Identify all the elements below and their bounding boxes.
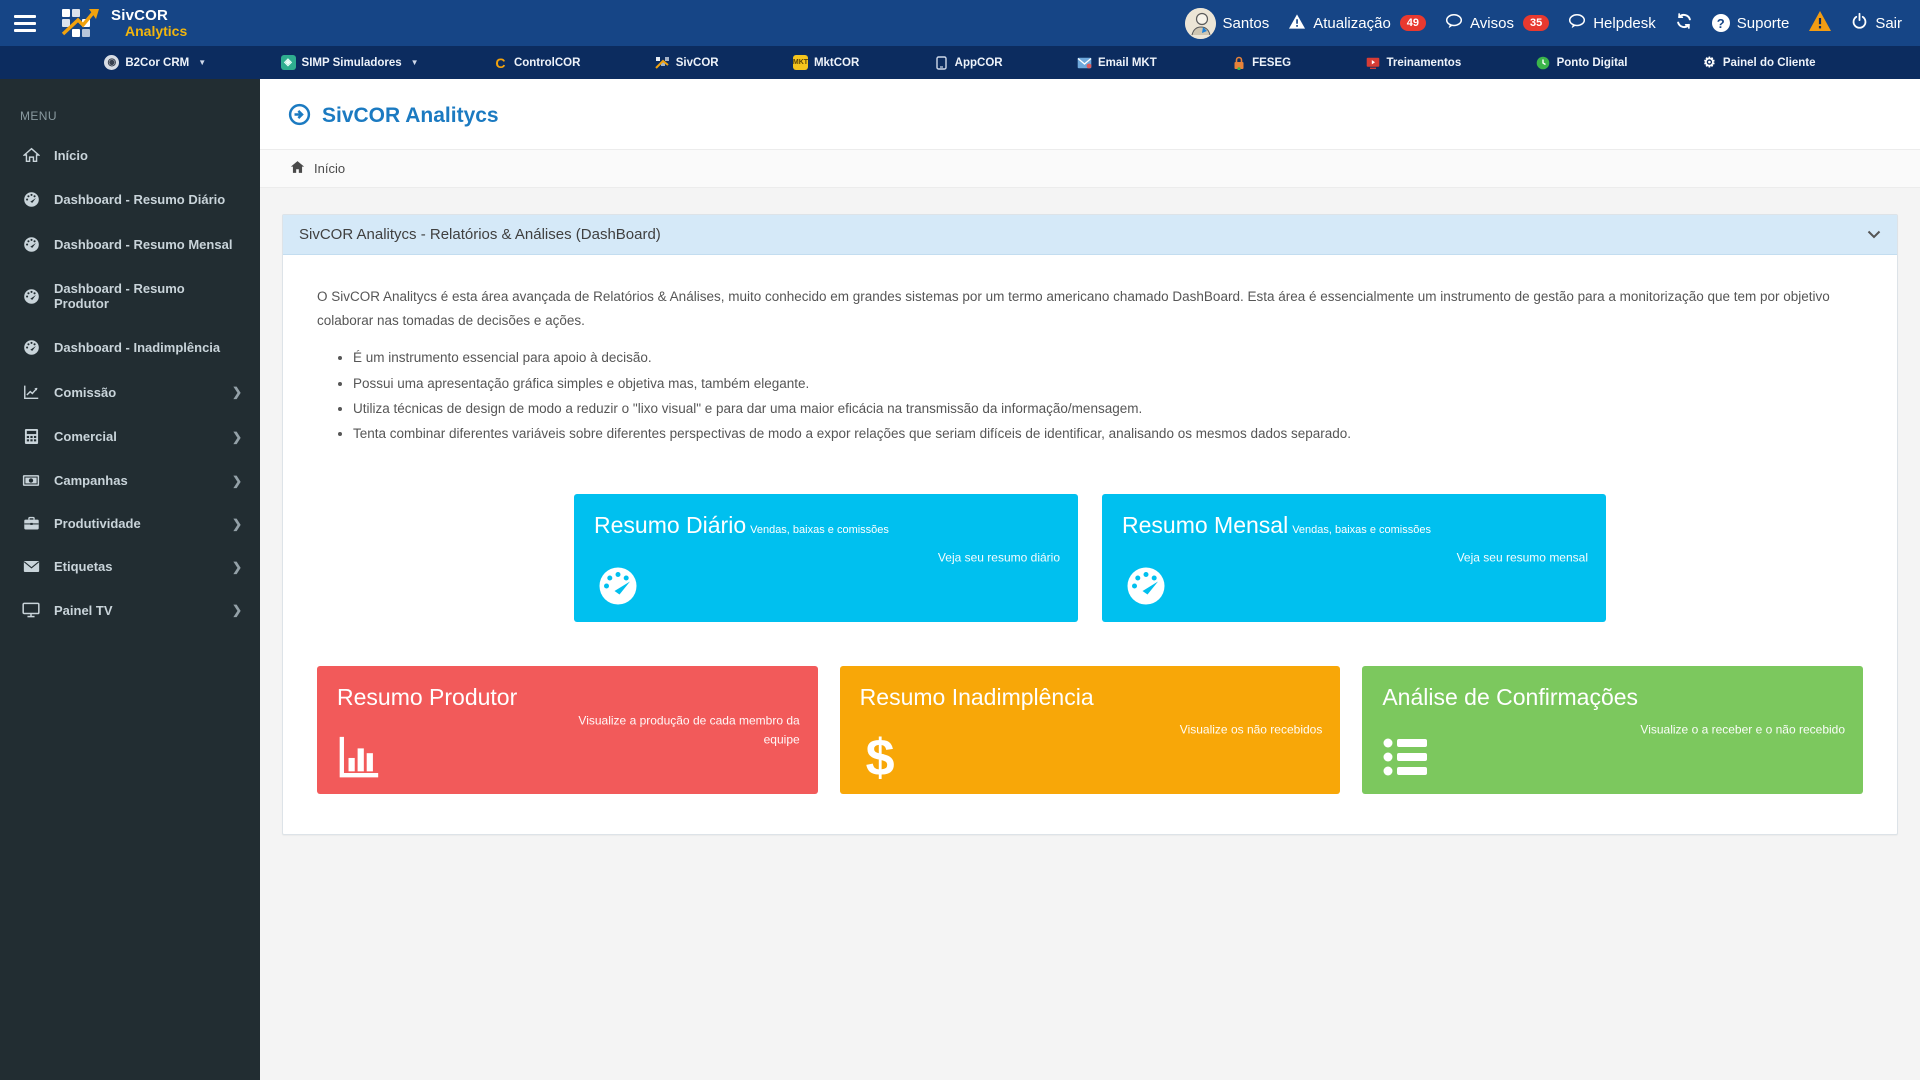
- envelope-icon: [22, 560, 40, 573]
- sidebar-item-painel-tv[interactable]: Painel TV ❯: [0, 588, 260, 632]
- chevron-right-icon: ❯: [231, 603, 242, 617]
- nav-item-treinamentos[interactable]: Treinamentos: [1365, 55, 1461, 70]
- brand-subtitle: Analytics: [125, 22, 188, 39]
- sidebar-item-dashboard-resumo-produtor[interactable]: Dashboard - Resumo Produtor: [0, 267, 260, 325]
- home-icon: [22, 147, 40, 163]
- money-bill-icon: [22, 474, 40, 487]
- card-title: Resumo Produtor: [337, 684, 518, 711]
- apps-navbar: [0, 46, 1920, 79]
- nav-item-sivcor[interactable]: SivCOR: [655, 55, 719, 70]
- top-navbar: [0, 0, 1920, 46]
- warning-triangle-icon: [1288, 13, 1306, 34]
- refresh-button[interactable]: [1675, 12, 1693, 34]
- gauge-icon: [22, 236, 40, 253]
- chevron-right-icon: ❯: [231, 429, 242, 444]
- card-action-text: Veja seu resumo mensal: [1456, 550, 1588, 565]
- ponto-digital-clock-icon: [1536, 55, 1551, 70]
- feature-item: • Utiliza técnicas de design de modo a reduzir o "lixo visual" e para dar uma maior eficácia na transmissão da informação/mensagem.: [353, 399, 1863, 419]
- nav-item-email-mkt[interactable]: Email MKT: [1077, 55, 1157, 70]
- breadcrumb: [260, 149, 1920, 188]
- atualizacao-menu[interactable]: [1288, 13, 1426, 34]
- page-header: [260, 79, 1920, 149]
- sidebar-item-comercial[interactable]: Comercial ❯: [0, 414, 260, 459]
- mktcor-icon: MKT: [793, 55, 808, 70]
- atualizacao-label: Atualização: [1313, 14, 1391, 32]
- appcor-phone-icon: [934, 55, 949, 70]
- sair-button[interactable]: [1851, 12, 1902, 34]
- helpdesk-label: Helpdesk: [1593, 14, 1656, 32]
- sidebar-item-dashboard-inadimplencia[interactable]: Dashboard - Inadimplência: [0, 325, 260, 370]
- avisos-badge: 35: [1523, 15, 1549, 31]
- monitor-icon: [22, 602, 40, 618]
- sidebar-item-campanhas[interactable]: Campanhas ❯: [0, 459, 260, 502]
- nav-item-feseg[interactable]: FESEG: [1231, 55, 1291, 70]
- card-title: Análise de Confirmações: [1382, 684, 1639, 711]
- dashboard-panel: [282, 214, 1898, 835]
- nav-item-b2cor-crm[interactable]: ◉ B2Cor CRM ▼: [104, 55, 206, 70]
- gauge-icon: [22, 288, 40, 305]
- card-action-text: Visualize a produção de cada membro da equipe: [578, 713, 800, 747]
- b2cor-globe-icon: ◉: [104, 55, 119, 70]
- chat-bubble-icon: [1568, 13, 1586, 33]
- alert-warning-button[interactable]: [1808, 10, 1832, 36]
- simp-icon: ◈: [281, 55, 296, 70]
- card-title: Resumo Inadimplência: [859, 684, 1094, 711]
- arrow-circle-right-icon: [288, 103, 311, 129]
- gauge-icon: [594, 565, 642, 610]
- helpdesk-menu[interactable]: [1568, 13, 1656, 33]
- card-action-text: Visualize os não recebidos: [1179, 722, 1323, 737]
- card-action-text: Veja seu resumo diário: [937, 550, 1060, 565]
- dollar-icon: $: [865, 729, 895, 788]
- sivcor-logo-icon: [58, 5, 102, 42]
- hamburger-menu-icon[interactable]: [14, 15, 36, 32]
- feature-item: • É um instrumento essencial para apoio à decisão.: [353, 348, 1863, 368]
- sidebar-item-produtividade[interactable]: Produtividade ❯: [0, 502, 260, 545]
- gauge-icon: [22, 339, 40, 356]
- chat-bubble-icon: [1445, 13, 1463, 33]
- sivcor-mini-logo-icon: [655, 55, 670, 70]
- suporte-label: Suporte: [1736, 14, 1790, 32]
- atualizacao-badge: 49: [1400, 15, 1426, 31]
- treinamentos-video-icon: [1365, 55, 1380, 70]
- list-icon: [1382, 735, 1434, 782]
- card-title: Resumo Mensal: [1122, 512, 1289, 539]
- panel-title: SivCOR Analitycs - Relatórios & Análises (DashBoard): [299, 226, 661, 243]
- power-icon: [1851, 12, 1868, 34]
- avisos-menu[interactable]: [1445, 13, 1549, 33]
- nav-item-ponto-digital[interactable]: Ponto Digital: [1536, 55, 1628, 70]
- sidebar-item-dashboard-resumo-mensal[interactable]: Dashboard - Resumo Mensal: [0, 222, 260, 267]
- sidebar-item-inicio[interactable]: Início: [0, 133, 260, 177]
- gauge-icon: [22, 191, 40, 208]
- card-resumo-mensal[interactable]: [1102, 494, 1606, 622]
- summary-cards-row-bottom: [317, 666, 1863, 794]
- user-menu[interactable]: [1185, 8, 1270, 39]
- suporte-menu[interactable]: [1712, 14, 1790, 32]
- content-area: [260, 188, 1920, 1080]
- nav-item-mktcor[interactable]: MKT MktCOR: [792, 56, 860, 69]
- home-icon: [290, 160, 305, 177]
- bar-chart-icon: [337, 735, 383, 782]
- question-circle-icon: ?: [1712, 14, 1730, 32]
- card-resumo-diario[interactable]: [574, 494, 1078, 622]
- chevron-right-icon: ❯: [231, 559, 242, 574]
- panel-header: [283, 215, 1897, 255]
- sidebar-item-etiquetas[interactable]: Etiquetas ❯: [0, 545, 260, 588]
- feature-item: • Tenta combinar diferentes variáveis sobre diferentes perspectivas de modo a expor relações que seriam difíceis de identificar, analisando os mesmos dados separado.: [353, 424, 1863, 444]
- page-title: SivCOR Analitycs: [322, 104, 499, 127]
- sidebar-item-comissao[interactable]: Comissão ❯: [0, 370, 260, 414]
- nav-item-painel-do-cliente[interactable]: ⚙ Painel do Cliente: [1703, 54, 1816, 70]
- card-resumo-produtor[interactable]: [317, 666, 818, 794]
- sidebar-item-dashboard-resumo-diario[interactable]: Dashboard - Resumo Diário: [0, 177, 260, 222]
- feature-list: [335, 348, 1863, 444]
- sidebar: [0, 79, 260, 1080]
- main-content: [260, 79, 1920, 1080]
- card-title: Resumo Diário: [594, 512, 747, 539]
- card-subtitle: Vendas, baixas e comissões: [1292, 524, 1431, 537]
- gauge-icon: [1122, 565, 1170, 610]
- nav-item-controlcor[interactable]: C ControlCOR: [493, 55, 580, 70]
- feseg-lock-icon: [1231, 55, 1246, 70]
- card-resumo-inadimplencia[interactable]: [840, 666, 1341, 794]
- card-analise-confirmacoes[interactable]: [1362, 666, 1863, 794]
- caret-down-icon: ▼: [410, 58, 419, 67]
- briefcase-icon: [22, 516, 40, 531]
- chevron-right-icon: ❯: [231, 516, 242, 531]
- line-chart-icon: [22, 384, 40, 400]
- orange-warning-triangle-icon: [1808, 10, 1832, 36]
- card-action-text: Visualize o a receber e o não recebido: [1640, 722, 1846, 737]
- card-subtitle: Vendas, baixas e comissões: [750, 524, 889, 537]
- controlcor-icon: C: [495, 54, 506, 71]
- sair-label: Sair: [1875, 14, 1902, 32]
- chevron-right-icon: ❯: [231, 473, 242, 488]
- summary-cards-row-top: [317, 494, 1863, 622]
- email-icon: [1077, 55, 1092, 70]
- avisos-label: Avisos: [1470, 14, 1514, 32]
- caret-down-icon: ▼: [198, 58, 207, 67]
- brand-logo[interactable]: [58, 5, 187, 42]
- intro-paragraph: O SivCOR Analitycs é esta área avançada de Relatórios & Análises, muito conhecido em grandes sistemas por um termo americano chamado DashBoard. Esta área é essencialmente um instrumento de gestão para a monitorização que tem por objetivo colaborar nas tomadas de decisões e ações.: [317, 289, 1830, 328]
- nav-item-simp-simuladores[interactable]: ◈ SIMP Simuladores ▼: [281, 55, 419, 70]
- user-avatar: [1185, 8, 1216, 39]
- gear-icon: ⚙: [1703, 54, 1716, 70]
- sidebar-menu-label: MENU: [20, 109, 57, 123]
- feature-item: • Possui uma apresentação gráfica simples e objetiva mas, também elegante.: [353, 374, 1863, 394]
- collapse-chevron-icon[interactable]: [1867, 230, 1881, 239]
- chevron-right-icon: ❯: [231, 385, 242, 399]
- breadcrumb-inicio[interactable]: Início: [314, 161, 346, 176]
- calculator-icon: [22, 428, 40, 445]
- user-name: Santos: [1222, 14, 1270, 32]
- panel-body: [283, 255, 1897, 834]
- topbar-right-menu: [1185, 8, 1902, 39]
- refresh-icon: [1675, 12, 1693, 34]
- brand-name: SivCOR: [111, 6, 169, 24]
- nav-item-appcor[interactable]: AppCOR: [934, 55, 1003, 70]
